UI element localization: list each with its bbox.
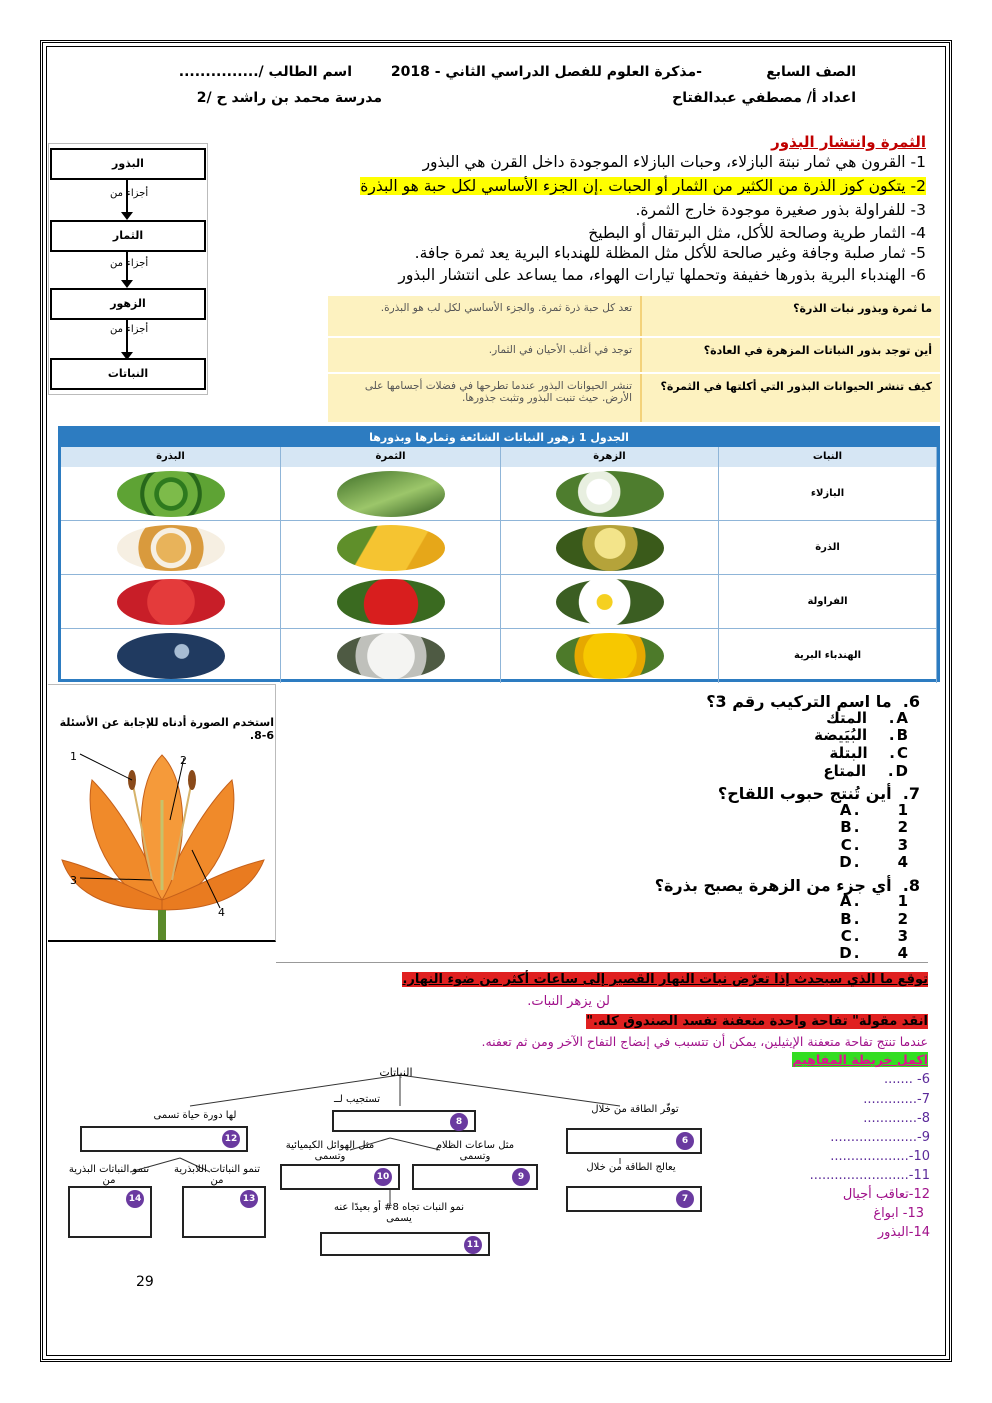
qa-row [328,296,940,336]
mcq-number: 7. [902,784,920,803]
mcq-option[interactable]: C. البتلة [829,744,910,762]
plant-table-header: النبات [719,447,937,467]
mcq-option[interactable]: D. المتاع [823,762,910,780]
concept-box-12[interactable]: 12 [80,1126,248,1152]
mcq-option[interactable]: B. 2 [840,818,910,836]
fill-item[interactable]: 12-تعاقب أجيال [842,1187,930,1202]
text-line-5: 5- ثمار صلبة وجافة وغير صالحة للأكل مثل المظلة للهندباء البرية يعد ثمرة جافة. [414,244,926,262]
mcq-option[interactable]: A. المتك [826,709,910,727]
fill-item[interactable]: 13- ابواغ [873,1206,924,1221]
flower-image [501,575,719,629]
plant-table-header: الزهرة [501,447,719,467]
seed-image [61,629,281,683]
seed-image [61,521,281,575]
flow-box-fruits: الثمار [50,220,206,252]
concept-box-8[interactable]: 8 [332,1110,476,1132]
text-line-2 [226,177,926,195]
concept-box-10[interactable]: 10 [280,1164,400,1190]
concept-label: يعالج الطاقة من خلال [586,1162,676,1173]
mcq-option[interactable]: A. 1 [839,801,910,819]
flower-image [501,521,719,575]
mcq-number: 8. [902,876,920,895]
flower-image [501,629,719,683]
fill-item[interactable]: 6- ....... [883,1072,930,1087]
fill-item[interactable]: 11-........................ [809,1168,930,1183]
qa-answer: تنشر الحيوانات البذور عندما تطرحها في فضلات أجسامها على الأرض. حيث تنبت البذور وتثبت جذورها. [364,380,632,404]
critique-answer: عندما تنتج تفاحة متعفنة الإيثيلين، يمكن أن تتسبب في إنضاج التفاح الآخر ومن ثم تعفنه. [481,1034,928,1049]
plant-name: الذرة [719,521,937,575]
flow-box-seeds: البذور [50,148,206,180]
text-line-4: 4- الثمار طرية وصالحة للأكل، مثل البرتقال أو البطيخ [588,224,926,242]
section-title: الثمرة وانتشار البذور [771,133,926,151]
text-line-1: 1- القرون هي ثمار نبتة البازلاء، وحبات البازلاء الموجودة داخل القرن هي البذور [422,153,926,171]
flow-arrow-label: أجزاء من [110,188,149,199]
concept-label: مثل ساعات الظلام وتسمى [435,1140,515,1162]
concept-label: تنمو النباتات البذرية من [68,1164,150,1186]
mcq-text: أين تُنتج حبوب اللقاح؟ [717,784,892,803]
mcq-number: 6. [902,692,920,711]
arrow-head-icon [121,212,133,220]
seed-image [61,575,281,629]
concept-label: توفّر الطاقة من خلال [591,1104,679,1115]
fruit-image [281,629,501,683]
concept-map-lines [60,1060,750,1260]
plant-name: البازلاء [719,467,937,521]
highlight: 2- يتكون كوز الذرة من الكثير من الثمار أو الحبات .إن الجزء الأساسي لكل حبة هو البذرة [360,177,926,195]
flow-box-plants: النباتات [50,358,206,390]
mcq-option[interactable]: A. 1 [839,892,910,910]
lily-flower-icon [52,740,274,940]
mcq-text: ما اسم التركيب رقم 3؟ [706,692,892,711]
qa-question: ما ثمرة وبذور نبات الذرة؟ [640,296,940,336]
concept-label: نمو النبات تجاه 8# أو بعيدًا عنه يسمى [333,1202,465,1224]
figure-label: 3 [70,874,77,887]
text-line-3: 3- للفراولة بذور صغيرة موجودة خارج الثمرة. [635,201,926,219]
arrow-head-icon [121,280,133,288]
fill-item[interactable]: 8-............. [863,1111,930,1126]
concept-box-9[interactable]: 9 [412,1164,538,1190]
figure-label: 2 [180,754,187,767]
plant-name: الهندباء البرية [719,629,937,683]
fruit-image [281,575,501,629]
mcq-option[interactable]: D. 4 [839,853,910,871]
figure-caption: استخدم الصورة أدناه للإجابة عن الأسئلة 6-8. [59,716,274,742]
predict-question: توقع ما الذي سيحدث إذا تعرّض نبات النهار القصير إلى ساعات أكثر من ضوء النهار. [402,972,928,987]
header-grade: الصف السابع [766,64,856,80]
figure-label: 4 [218,906,225,919]
fruit-image [281,521,501,575]
concept-box-7[interactable]: 7 [566,1186,702,1212]
qa-row [328,374,940,422]
header-title: -مذكرة العلوم للفصل الدراسي الثاني - 2018 [390,64,702,80]
plant-name: الفراولة [719,575,937,629]
concept-label: لها دورة حياة تسمى [153,1110,237,1121]
concept-label: تستجيب لــ [333,1094,381,1105]
plant-table-header: البذرة [61,447,281,467]
qa-row [328,338,940,372]
fruit-image [281,467,501,521]
predict-answer: لن يزهر النبات. [527,994,610,1009]
fill-item[interactable]: 10-................... [830,1149,930,1164]
mcq-option[interactable]: B. 2 [840,910,910,928]
qa-question: أين توجد بذور النباتات المزهرة في العادة؟ [640,338,940,372]
fill-item[interactable]: 7-............. [863,1092,930,1107]
figure-label: 1 [70,750,77,763]
concept-map-title: اكمل خريطة المفاهيم [792,1052,928,1067]
mcq-option[interactable]: D. 4 [839,944,910,962]
qa-question: كيف تنشر الحيوانات البذور التي أكلتها في الثمرة؟ [640,374,940,422]
header-student: اسم الطالب /............... [178,64,352,80]
concept-box-11[interactable]: 11 [320,1232,490,1256]
fill-item[interactable]: 9-..................... [830,1130,930,1145]
divider [276,962,928,963]
concept-box-14[interactable]: 14 [68,1186,152,1238]
concept-box-6[interactable]: 6 [566,1128,702,1154]
fill-item[interactable]: 14-البذور [877,1225,930,1240]
concept-root: النباتات [379,1066,413,1079]
mcq-option[interactable]: C. 3 [840,836,910,854]
concept-label: مثل الهوائل الكيميائية وتسمى [285,1140,375,1162]
mcq-text: أي جزء من الزهرة يصبح بذرة؟ [654,876,892,895]
page-number: 29 [136,1274,154,1290]
mcq-option[interactable]: C. 3 [840,927,910,945]
header-prepared-by: اعداد أ/ مصطفي عبدالفتاح [672,90,856,106]
plant-table-header: الثمرة [281,447,501,467]
text-line-6: 6- الهندباء البرية بذورها خفيفة وتحملها تيارات الهواء، مما يساعد على انتشار البذور [398,266,926,284]
qa-answer: توجد في أغلب الأحيان في الثمار. [488,344,632,356]
seed-image [61,467,281,521]
mcq-option[interactable]: B. البُيَيضة [814,726,910,744]
plant-table-title: الجدول 1 زهور النباتات الشائعة وثمارها وبذورها [61,429,937,447]
header-school: مدرسة محمد بن راشد ح /2 [196,90,382,106]
qa-answer: تعد كل حبة ذرة ثمرة. والجزء الأساسي لكل لب هو البذرة. [380,302,632,314]
flow-arrow-label: أجزاء من [110,324,149,335]
plant-table [58,426,940,682]
concept-label: تنمو النباتات اللابذرية من [173,1164,261,1186]
critique-question: انقد مقولة" تفاحة واحدة متعفنة تفسد الصندوق كله." [586,1014,928,1029]
flower-image [501,467,719,521]
flow-arrow-label: أجزاء من [110,258,149,269]
flow-box-flowers: الزهور [50,288,206,320]
concept-box-13[interactable]: 13 [182,1186,266,1238]
